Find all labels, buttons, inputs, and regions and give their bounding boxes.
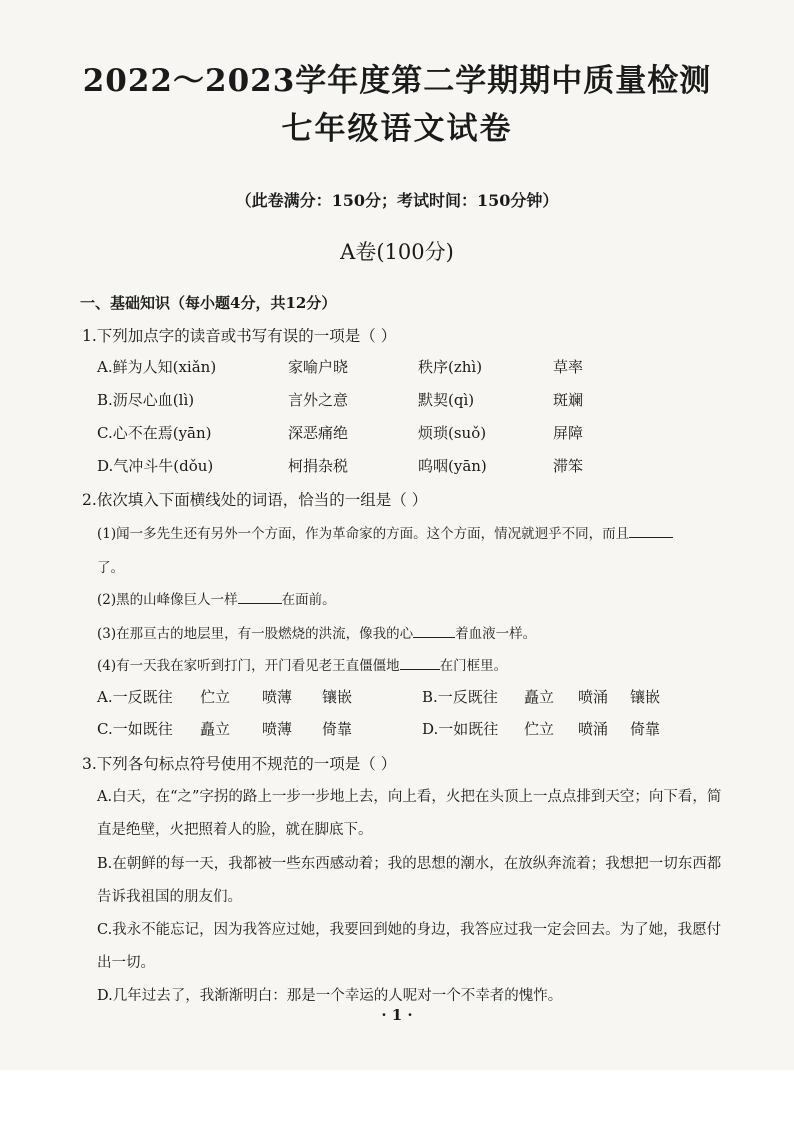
q2-sentence-4	[97, 654, 507, 674]
q2-sentence-3-text-a: (3)在那亘古的地层里，有一股燃烧的洪流，像我的心	[97, 626, 414, 642]
q3-stem: 3.下列各句标点符号使用不规范的一项是（ ）	[82, 755, 397, 773]
q1-option-a-2: 家喻户晓	[288, 358, 349, 376]
q2-sentence-1	[97, 522, 673, 542]
q2-blank-4	[400, 655, 440, 670]
q2-option-d-1: D.一如既往	[422, 720, 499, 738]
q2-option-c-4: 倚靠	[322, 720, 353, 738]
exam-subtitle: 七年级语文试卷	[281, 111, 513, 147]
q2-option-b-4: 镶嵌	[630, 688, 661, 706]
q2-option-c-3: 喷薄	[262, 720, 293, 738]
q3-option-c-line2: 出一切。	[97, 955, 155, 971]
q2-blank-1	[629, 523, 673, 538]
q2-option-d-2: 伫立	[524, 720, 555, 738]
q2-sentence-2	[97, 588, 336, 608]
q2-option-a-1: A.一反既往	[97, 688, 173, 706]
page-number: · 1 ·	[381, 1006, 413, 1024]
q1-option-a-1: A.鲜为人知(xiǎn)	[97, 358, 217, 376]
q1-stem: 1.下列加点字的读音或书写有误的一项是（ ）	[82, 327, 397, 345]
q1-option-a-4: 草率	[553, 358, 584, 376]
q2-option-d-3: 喷涌	[578, 720, 609, 738]
part1-heading: 一、基础知识（每小题4分，共12分）	[80, 294, 337, 312]
q1-option-b-3: 默契(qì)	[418, 391, 475, 409]
q1-option-c-2: 深恶痛绝	[288, 424, 349, 442]
q2-sentence-2-text-b: 在面前。	[281, 592, 336, 608]
q2-stem: 2.依次填入下面横线处的词语，恰当的一组是（ ）	[82, 491, 428, 509]
q1-option-b-1: B.沥尽心血(lì)	[97, 391, 195, 409]
q1-option-c-1: C.心不在焉(yān)	[97, 424, 212, 442]
exam-info: （此卷满分：150分；考试时间：150分钟）	[235, 191, 559, 210]
q1-option-d-1: D.气冲斗牛(dǒu)	[97, 457, 214, 475]
q2-sentence-3-text-b: 着血液一样。	[455, 626, 537, 642]
q1-option-c-4: 屏障	[553, 424, 584, 442]
q2-option-a-2: 伫立	[200, 688, 231, 706]
q1-option-b-2: 言外之意	[288, 391, 349, 409]
section-a-heading: A卷(100分)	[340, 240, 454, 264]
q3-option-d-line1: D.几年过去了，我渐渐明白：那是一个幸运的人呢对一个不幸者的愧怍。	[97, 988, 563, 1004]
q1-option-d-4: 滞笨	[553, 457, 584, 475]
q2-sentence-4-text-b: 在门框里。	[439, 658, 508, 674]
q2-blank-3	[413, 623, 455, 638]
q2-blank-2	[238, 589, 282, 604]
q1-option-b-4: 斑斓	[553, 391, 584, 409]
q1-option-a-3: 秩序(zhì)	[418, 358, 483, 376]
q2-option-b-3: 喷涌	[578, 688, 609, 706]
q2-option-a-3: 喷薄	[262, 688, 293, 706]
q2-option-d-4: 倚靠	[630, 720, 661, 738]
q2-option-b-1: B.一反既往	[422, 688, 498, 706]
q1-option-d-2: 柯捐杂税	[288, 457, 349, 475]
q3-option-c-line1: C.我永不能忘记，因为我答应过她，我要回到她的身边，我答应过我一定会回去。为了她，我愿付	[97, 922, 722, 938]
q1-option-c-3: 烦琐(suǒ)	[418, 424, 487, 442]
q2-sentence-2-text-a: (2)黑的山峰像巨人一样	[97, 592, 238, 608]
q2-option-c-2: 矗立	[200, 720, 231, 738]
q2-sentence-1-end: 了。	[97, 560, 124, 576]
q1-option-d-3: 呜咽(yān)	[418, 457, 487, 475]
q3-option-b-line2: 告诉我祖国的朋友们。	[97, 889, 242, 905]
exam-title: 2022～2023学年度第二学期期中质量检测	[82, 63, 712, 99]
q2-option-b-2: 矗立	[524, 688, 555, 706]
q2-sentence-3	[97, 622, 536, 642]
q2-option-a-4: 镶嵌	[322, 688, 353, 706]
q3-option-a-line1: A.白天，在“之”字拐的路上一步一步地上去，向上看，火把在头顶上一点点排到天空；向下看，简	[97, 789, 722, 805]
q3-option-a-line2: 直是绝壁，火把照着人的脸，就在脚底下。	[97, 822, 373, 838]
q2-option-c-1: C.一如既往	[97, 720, 173, 738]
q3-option-b-line1: B.在朝鲜的每一天，我都被一些东西感动着；我的思想的潮水，在放纵奔流着；我想把一切东西都	[97, 856, 722, 872]
q2-sentence-4-text-a: (4)有一天我在家听到打门，开门看见老王直僵僵地	[97, 658, 400, 674]
q2-sentence-1-text: (1)闻一多先生还有另外一个方面，作为革命家的方面。这个方面，情况就迥乎不同，而且	[97, 526, 630, 542]
